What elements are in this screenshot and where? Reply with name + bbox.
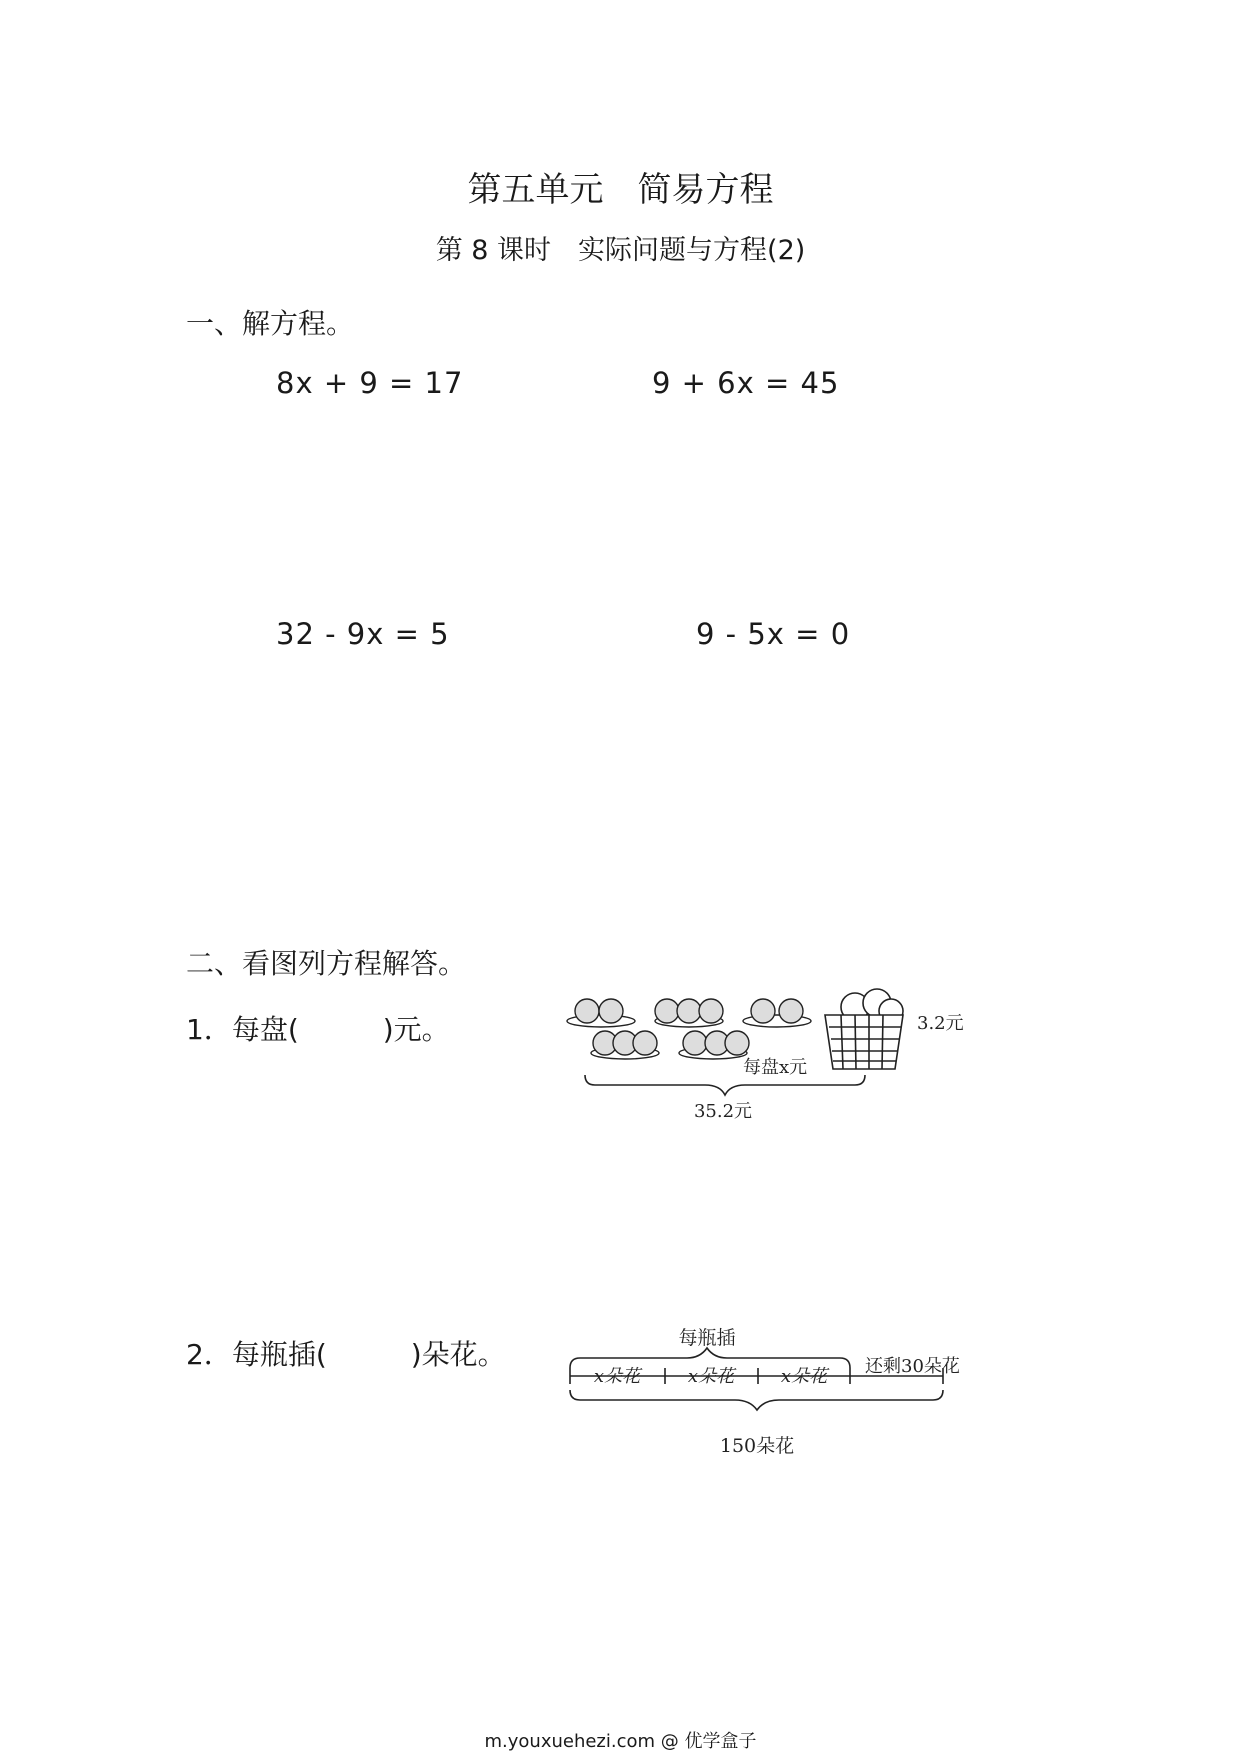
segment-2-label: x朵花 [687, 1366, 735, 1387]
fruit-basket [825, 989, 903, 1069]
equation-3: 32 - 9x = 5 [276, 617, 450, 651]
per-vase-brace [570, 1348, 850, 1368]
total-price-label: 35.2元 [693, 1101, 753, 1122]
apple-plate [743, 999, 811, 1027]
remaining-label: 还剩30朵花 [865, 1356, 960, 1377]
per-vase-label: 每瓶插 [678, 1327, 736, 1349]
total-brace [570, 1390, 943, 1410]
page-title: 第五单元 简易方程 [467, 170, 774, 210]
equation-1: 8x + 9 = 17 [276, 366, 464, 400]
flower-segments-diagram [565, 1320, 995, 1480]
apple-plates-diagram [555, 985, 995, 1125]
segment-1-label: x朵花 [593, 1366, 641, 1387]
basket-price-label: 3.2元 [917, 1013, 964, 1034]
footer-source: m.youxuehezi.com @ 优学盒子 [484, 1731, 757, 1752]
lesson-subtitle: 第 8 课时 实际问题与方程(2) [435, 235, 806, 266]
apple-plate [655, 999, 723, 1027]
total-brace [585, 1075, 865, 1095]
question-1: 1．每盘( )元。 [186, 1013, 450, 1046]
per-plate-label: 每盘x元 [743, 1057, 808, 1078]
section-2-heading: 二、看图列方程解答。 [186, 947, 467, 980]
apple-plate [679, 1031, 749, 1059]
section-1-heading: 一、解方程。 [186, 307, 355, 340]
equation-2: 9 + 6x = 45 [652, 366, 840, 400]
apple-plate [567, 999, 635, 1027]
total-flowers-label: 150朵花 [719, 1435, 795, 1457]
question-2: 2．每瓶插( )朵花。 [186, 1338, 506, 1371]
apple-plate [591, 1031, 659, 1059]
segment-3-label: x朵花 [780, 1366, 828, 1387]
equation-4: 9 - 5x = 0 [696, 617, 851, 651]
